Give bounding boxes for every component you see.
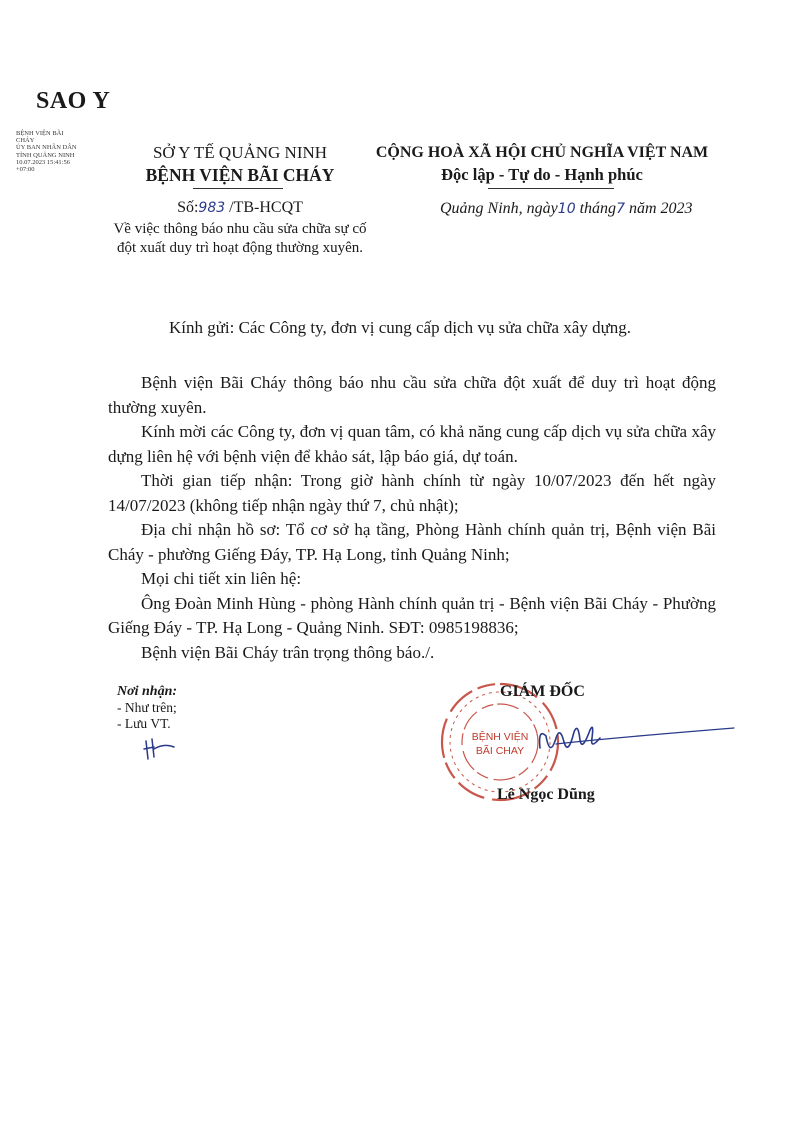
motto-underline bbox=[488, 188, 614, 189]
place-prefix: Quảng Ninh, ngày bbox=[440, 200, 558, 217]
stamp-info-line: TỈNH QUẢNG NINH bbox=[16, 151, 75, 159]
body-paragraph: Địa chỉ nhận hồ sơ: Tổ cơ sở hạ tầng, Phòng Hành chính quản trị, Bệnh viện Bãi Cháy - phường Giếng Đáy, TP. Hạ Long, tỉnh Quảng Ninh; bbox=[108, 520, 716, 564]
body-paragraph: Bệnh viện Bãi Cháy trân trọng thông báo./. bbox=[141, 642, 435, 662]
body-paragraph: Mọi chi tiết xin liên hệ: bbox=[141, 569, 302, 588]
seal-text-line2: BÃI CHAY bbox=[475, 745, 525, 757]
body-paragraph: Thời gian tiếp nhận: Trong giờ hành chính từ ngày 10/07/2023 đến hết ngày 14/07/2023 (không tiếp nhận ngày thứ 7, chủ nhật); bbox=[108, 471, 716, 515]
handwritten-number: 983 bbox=[198, 200, 226, 216]
number-suffix: /TB-HCQT bbox=[229, 199, 303, 216]
stamp-info-line: BỆNH VIỆN BÃI bbox=[16, 130, 64, 137]
signer-name: Lê Ngọc Dũng bbox=[497, 786, 595, 803]
issuer-header bbox=[122, 142, 358, 186]
national-header bbox=[372, 142, 712, 186]
nation-title: CỘNG HOÀ XÃ HỘI CHỦ NGHĨA VIỆT NAM bbox=[375, 144, 709, 161]
document-number bbox=[122, 199, 358, 217]
seal-text-line1: BỆNH VIỆN bbox=[471, 731, 529, 743]
body-paragraph: Bệnh viện Bãi Cháy thông báo nhu cầu sửa chữa đột xuất để duy trì hoạt động thường xuyên. bbox=[108, 373, 716, 417]
digital-signature-info bbox=[16, 130, 102, 173]
recipients-block bbox=[117, 684, 177, 732]
stamp-info-line: 10.07.2023 15:41:56 bbox=[16, 158, 70, 166]
month-label: tháng bbox=[579, 200, 617, 217]
body-paragraph: Ông Đoàn Minh Hùng - phòng Hành chính quản trị - Bệnh viện Bãi Cháy - Phường Giếng Đáy - TP. Hạ Long - Quảng Ninh. SĐT: 0985198836; bbox=[108, 593, 716, 637]
notice-body bbox=[108, 371, 716, 665]
body-paragraph: Kính mời các Công ty, đơn vị quan tâm, có khả năng cung cấp dịch vụ sửa chữa xây dựng liên hệ với bệnh viện để khảo sát, lập báo giá, dự toán. bbox=[108, 422, 716, 466]
recipients-title: Nơi nhận: bbox=[117, 684, 178, 699]
stamp-info-line: +07:00 bbox=[16, 166, 35, 174]
handwritten-day: 10 bbox=[557, 201, 576, 217]
place-date bbox=[440, 200, 693, 218]
copy-mark: SAO Y bbox=[36, 88, 111, 114]
national-motto: Độc lập - Tự do - Hạnh phúc bbox=[441, 165, 643, 184]
recipient-item: - Như trên; bbox=[117, 700, 177, 715]
initial-mark-icon bbox=[140, 735, 180, 765]
recipient-item: - Lưu VT. bbox=[117, 716, 171, 731]
department-name: SỞ Y TẾ QUẢNG NINH bbox=[152, 143, 328, 162]
document-subject: Về việc thông báo nhu cầu sửa chữa sự cố đột xuất duy trì hoạt động thường xuyên. bbox=[113, 221, 367, 256]
number-prefix: Số: bbox=[177, 199, 199, 216]
handwritten-signature-icon bbox=[520, 708, 740, 778]
salutation: Kính gửi: Các Công ty, đơn vị cung cấp dịch vụ sửa chữa xây dựng. bbox=[168, 318, 632, 337]
handwritten-month: 7 bbox=[616, 201, 625, 217]
issuer-underline bbox=[193, 188, 283, 189]
stamp-info-line: ỦY BAN NHÂN DÂN bbox=[16, 144, 77, 152]
hospital-name: BỆNH VIỆN BÃI CHÁY bbox=[145, 165, 335, 185]
year-text: năm 2023 bbox=[628, 200, 693, 217]
stamp-info-line: CHÁY bbox=[16, 137, 35, 145]
signer-title: GIÁM ĐỐC bbox=[500, 683, 585, 700]
